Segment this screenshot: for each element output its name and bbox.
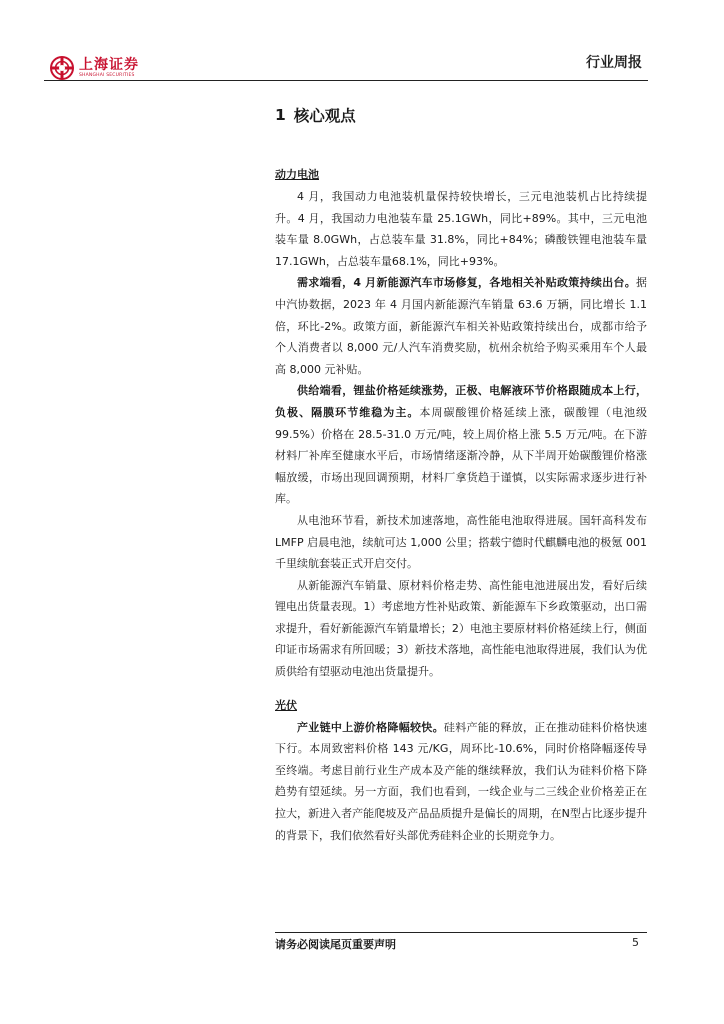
footer-disclaimer: 请务必阅读尾页重要声明 (275, 938, 396, 951)
footer-divider (275, 932, 647, 933)
section-heading (275, 104, 647, 126)
company-logo (50, 56, 139, 80)
key-point: 供给端看，锂盐价格延续涨势，正极、电解液环节价格跟随成本上行，负极、隔膜环节维稳为主。 (275, 384, 647, 419)
key-point: 需求端看，4 月新能源汽车市场修复，各地相关补贴政策持续出台。 (297, 276, 636, 290)
paragraph: 产业链中上游价格降幅较快。硅料产能的释放，正在推动硅料价格快速下行。本周致密料价格 143 元/KG，周环比-10.6%，同时价格降幅逐传导至终端。考虑目前行业生产成本及产能的继续释放，我们认为硅料价格下降趋势有望延续。另一方面，我们也看到，一线企业与二三线企业价格差正在拉大，新进入者产能爬坡及产品品质提升是偏长的周期，在N型占比逐步提升的背景下，我们依然看好头部优秀硅料企业的长期竞争力。 (275, 720, 648, 842)
subsection-title-pv: 光伏 (275, 698, 297, 712)
section-title: 核心观点 (293, 107, 356, 125)
logo-seal-icon (50, 56, 74, 80)
logo-chinese-name: 上海证券 (79, 56, 139, 73)
paragraph: 需求端看，4 月新能源汽车市场修复，各地相关补贴政策持续出台。据中汽协数据，2023 年 4 月国内新能源汽车销量 63.6 万辆，同比增长 1.1 倍，环比-2%。政策方面，新能源汽车相关补贴政策持续出台，成都市给予个人消费者以 8,000 元/人汽车消费奖励，杭州余杭给予购买乘用车个人最高 8,000 元补贴。 (275, 276, 647, 376)
paragraph: 从新能源汽车销量、原材料价格走势、高性能电池进展出发，看好后续锂电出货量表现。1）考虑地方性补贴政策、新能源车下乡政策驱动，出口需求提升，看好新能源汽车销量增长；2）电池主要原材料价格延续上行，侧面印证市场需求有所回暖；3）新技术落地，高性能电池取得进展，我们认为优质供给有望驱动电池出货量提升。 (275, 578, 647, 679)
section-number: 1 (275, 106, 286, 124)
logo-english-name: SHANGHAI SECURITIES (79, 72, 135, 78)
paragraph: 4 月，我国动力电池装机量保持较快增长，三元电池装机占比持续提升。4 月，我国动力电池装车量 25.1GWh，同比+89%。其中，三元电池装车量 8.0GWh，占总装车量 31.8%，同比+84%；磷酸铁锂电池装车量17.1GWh，占总装车量68.1%，同比+93%。 (275, 190, 647, 268)
paragraph: 供给端看，锂盐价格延续涨势，正极、电解液环节价格跟随成本上行，负极、隔膜环节维稳为主。本周碳酸锂价格延续上涨，碳酸锂（电池级 99.5%）价格在 28.5-31.0 万元/吨，较上周价格上涨 5.5 万元/吨。在下游材料厂补库至健康水平后，市场情绪逐渐冷静，从下半周开始碳酸锂价格涨幅放缓，市场出现回调预期，材料厂拿货趋于谨慎，以实际需求逐步进行补库。 (275, 384, 648, 506)
page-header (44, 46, 648, 82)
key-point: 产业链中上游价格降幅较快。 (297, 720, 444, 734)
header-divider (44, 80, 648, 81)
page-number: 5 (632, 936, 639, 949)
paragraph: 从电池环节看，新技术加速落地，高性能电池取得进展。国轩高科发布 LMFP 启晨电池，续航可达 1,000 公里；搭载宁德时代麒麟电池的极氪 001 千里续航套装正式开启交付。 (275, 513, 647, 571)
subsection-title-battery: 动力电池 (275, 168, 319, 181)
main-content (275, 104, 647, 846)
report-type: 行业周报 (586, 55, 642, 71)
